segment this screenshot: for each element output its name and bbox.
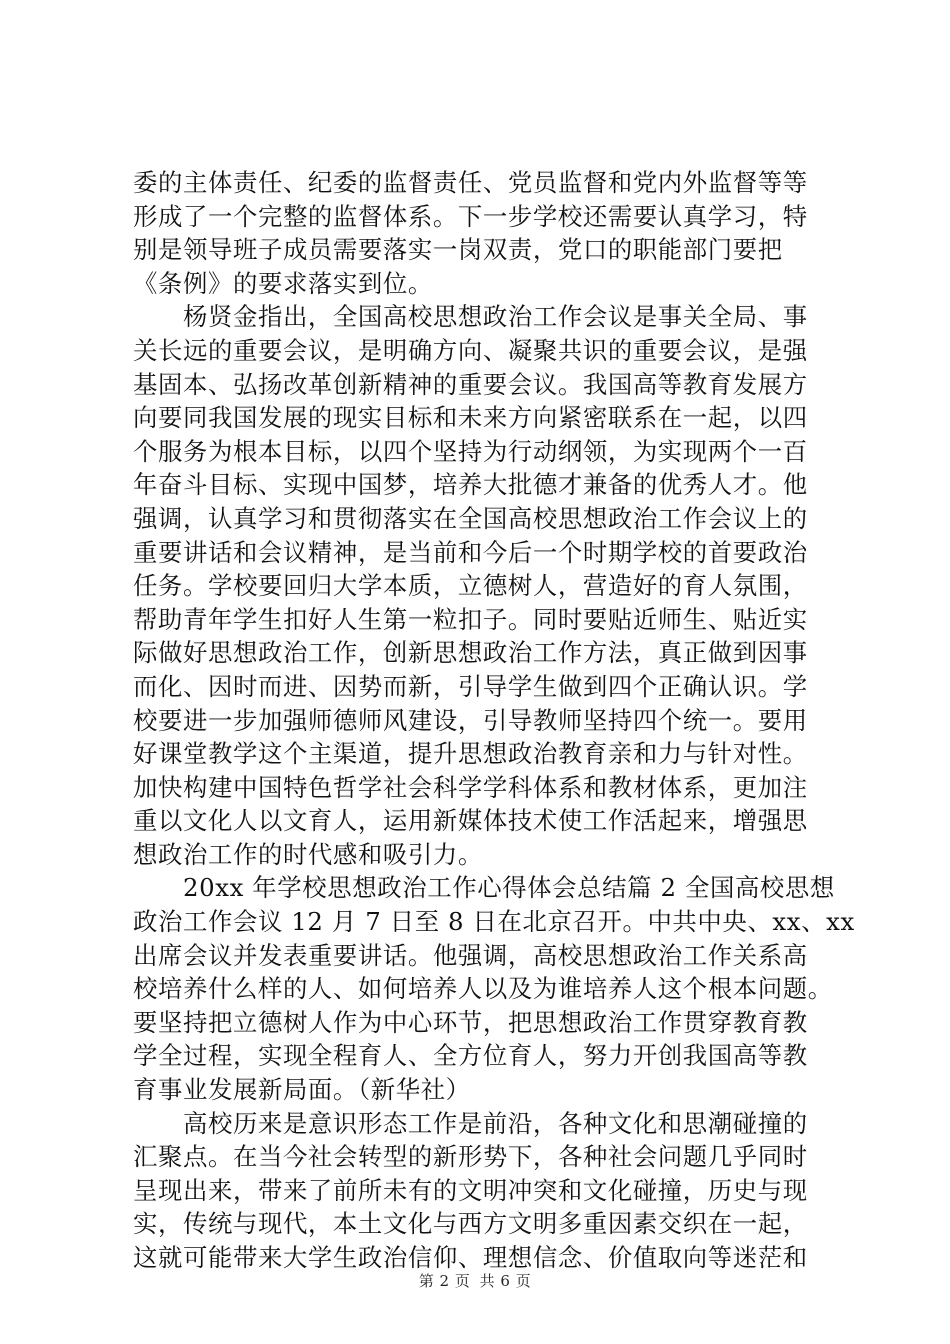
text-line: 形成了一个完整的监督体系。下一步学校还需要认真学习，特 [133, 201, 808, 231]
paragraph [133, 166, 831, 300]
text-line: 个服务为根本目标，以四个坚持为行动纲领，为实现两个一百 [133, 436, 808, 466]
text-line: 出席会议并发表重要讲话。他强调，高校思想政治工作关系高 [133, 940, 808, 970]
page-total: 共 6 页 [479, 1272, 532, 1290]
paragraph [133, 300, 831, 871]
page-footer [0, 1270, 950, 1291]
text-line: 别是领导班子成员需要落实一岗双责，党口的职能部门要把 [133, 235, 783, 265]
text-line: 学全过程，实现全程育人、全方位育人，努力开创我国高等教 [133, 1041, 808, 1071]
text-line: 关长远的重要会议，是明确方向、凝聚共识的重要会议，是强 [133, 335, 808, 365]
text-line: 帮助青年学生扣好人生第一粒扣子。同时要贴近师生、贴近实 [133, 604, 808, 634]
page-number: 第 2 页 [418, 1272, 471, 1290]
text-line: 际做好思想政治工作，创新思想政治工作方法，真正做到因事 [133, 638, 808, 668]
text-line: 《条例》的要求落实到位。 [133, 268, 433, 298]
text-line: 委的主体责任、纪委的监督责任、党员监督和党内外监督等等 [133, 168, 808, 197]
text-line: 年奋斗目标、实现中国梦，培养大批德才兼备的优秀人才。他 [133, 470, 808, 500]
text-line: 20xx 年学校思想政治工作心得体会总结篇 2 全国高校思想 [133, 873, 835, 903]
text-line: 汇聚点。在当今社会转型的新形势下，各种社会问题几乎同时 [133, 1142, 808, 1172]
text-line: 要坚持把立德树人作为中心环节，把思想政治工作贯穿教育教 [133, 1007, 808, 1037]
text-line: 想政治工作的时代感和吸引力。 [133, 839, 483, 869]
text-line: 政治工作会议 12 月 7 日至 8 日在北京召开。中共中央、xx、xx [133, 907, 855, 937]
document-body [133, 166, 855, 1275]
text-line: 基固本、弘扬改革创新精神的重要会议。我国高等教育发展方 [133, 369, 808, 399]
text-line: 强调，认真学习和贯彻落实在全国高校思想政治工作会议上的 [133, 503, 808, 533]
paragraph [133, 871, 855, 1106]
text-line: 加快构建中国特色哲学社会科学学科体系和教材体系，更加注 [133, 772, 808, 802]
text-line: 向要同我国发展的现实目标和未来方向紧密联系在一起，以四 [133, 403, 808, 433]
text-line: 而化、因时而进、因势而新，引导学生做到四个正确认识。学 [133, 671, 808, 701]
text-line: 校要进一步加强师德师风建设，引导教师坚持四个统一。要用 [133, 705, 808, 735]
text-line: 杨贤金指出，全国高校思想政治工作会议是事关全局、事 [133, 302, 808, 332]
text-line: 重要讲话和会议精神，是当前和今后一个时期学校的首要政治 [133, 537, 808, 567]
paragraph [133, 1107, 831, 1275]
text-line: 呈现出来，带来了前所未有的文明冲突和文化碰撞，历史与现 [133, 1175, 808, 1205]
text-line: 任务。学校要回归大学本质，立德树人，营造好的育人氛围， [133, 571, 808, 601]
text-line: 实，传统与现代，本土文化与西方文明多重因素交织在一起， [133, 1209, 808, 1239]
text-line: 好课堂教学这个主渠道，提升思想政治教育亲和力与针对性。 [133, 739, 808, 769]
text-line: 这就可能带来大学生政治信仰、理想信念、价值取向等迷茫和 [133, 1243, 808, 1272]
text-line: 校培养什么样的人、如何培养人以及为谁培养人这个根本问题。 [133, 974, 833, 1004]
text-line: 重以文化人以文育人，运用新媒体技术使工作活起来，增强思 [133, 806, 808, 836]
text-line: 育事业发展新局面。（新华社） [133, 1075, 471, 1105]
text-line: 高校历来是意识形态工作是前沿，各种文化和思潮碰撞的 [133, 1108, 808, 1138]
